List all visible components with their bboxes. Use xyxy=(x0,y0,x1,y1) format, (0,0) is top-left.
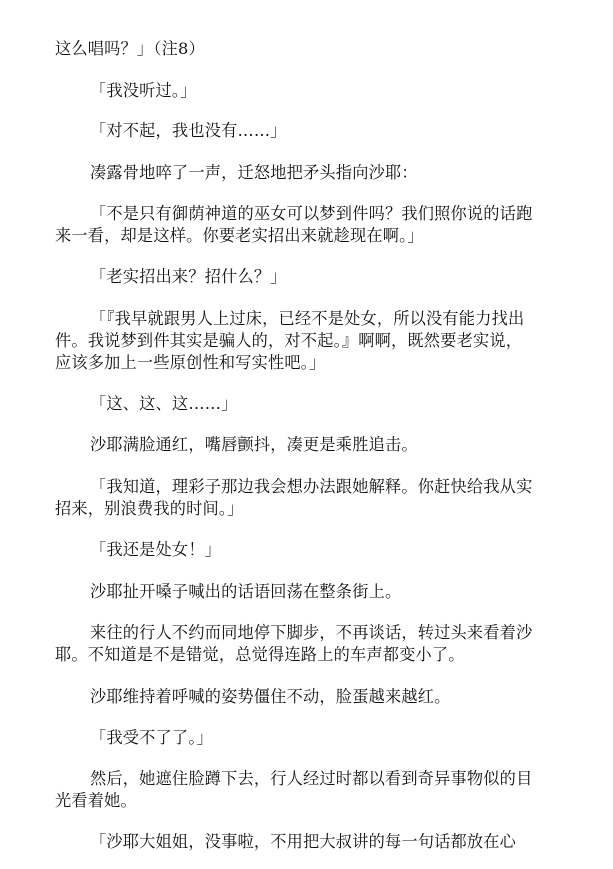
paragraph-13-line-1: 来往的行人不约而同地停下脚步，不再谈话，转过头来看着沙 xyxy=(90,623,533,642)
paragraph-4-line-1: 凑露骨地啐了一声，迁怒地把矛头指向沙耶： xyxy=(90,163,418,182)
paragraph-16-line-2: 光看着她。 xyxy=(55,791,137,810)
paragraph-14-line-1: 沙耶维持着呼喊的姿势僵住不动，脸蛋越来越红。 xyxy=(90,687,451,706)
paragraph-6-line-1: 「老实招出来？招什么？」 xyxy=(90,267,287,286)
paragraph-9-line-1: 沙耶满脸通红，嘴唇颤抖，凑更是乘胜追击。 xyxy=(90,435,418,454)
paragraph-10-line-2: 招来，别浪费我的时间。」 xyxy=(55,499,244,518)
paragraph-11-line-1: 「我还是处女！」 xyxy=(90,540,222,559)
paragraph-7-line-1: 「『我早就跟男人上过床，已经不是处女，所以没有能力找出 xyxy=(90,309,525,328)
paragraph-13-line-2: 耶。不知道是不是错觉，总觉得连路上的车声都变小了。 xyxy=(55,645,465,664)
paragraph-16-line-1: 然后，她遮住脸蹲下去，行人经过时都以看到奇异事物似的目 xyxy=(90,769,533,788)
paragraph-3-line-1: 「对不起，我也没有……」 xyxy=(90,121,287,140)
paragraph-10-line-1: 「我知道，理彩子那边我会想办法跟她解释。你赶快给我从实 xyxy=(90,477,533,496)
paragraph-7-line-3: 应该多加上一些原创性和写实性吧。」 xyxy=(55,353,326,372)
paragraph-1-line-1: 这么唱吗？」（注8） xyxy=(55,39,205,58)
paragraph-2-line-1: 「我没听过。」 xyxy=(90,81,197,100)
paragraph-5-line-2: 来一看，却是这样。你要老实招出来就趁现在啊。」 xyxy=(55,226,424,245)
paragraph-8-line-1: 「这、这、这……」 xyxy=(90,394,238,413)
paragraph-17-line-1: 「沙耶大姐姐，没事啦，不用把大叔讲的每一句话都放在心 xyxy=(90,832,517,851)
paragraph-15-line-1: 「我受不了了。」 xyxy=(90,728,213,747)
paragraph-7-line-2: 件。我说梦到件其实是骗人的，对不起。』啊啊，既然要老实说， xyxy=(55,331,523,350)
paragraph-12-line-1: 沙耶扯开嗓子喊出的话语回荡在整条街上。 xyxy=(90,582,402,601)
paragraph-5-line-1: 「不是只有御荫神道的巫女可以梦到件吗？我们照你说的话跑 xyxy=(90,204,533,223)
